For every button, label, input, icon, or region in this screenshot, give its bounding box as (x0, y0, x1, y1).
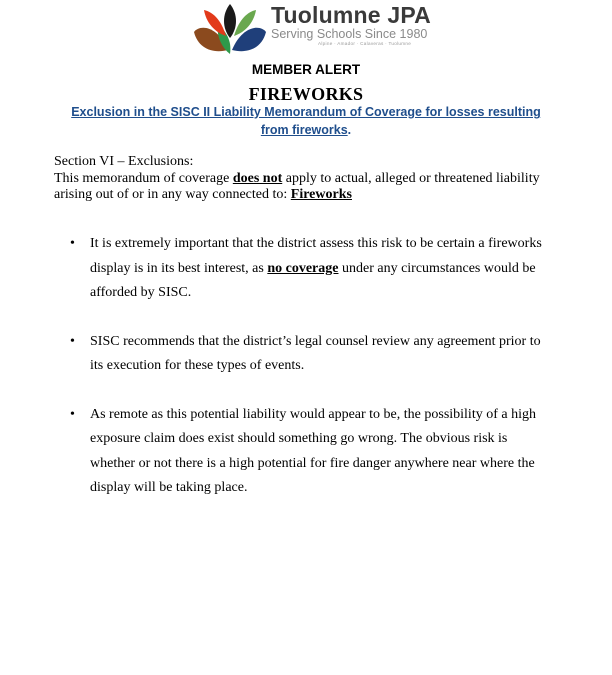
bullet-icon: • (70, 236, 75, 251)
org-tagline: Serving Schools Since 1980 (271, 27, 428, 41)
alert-subtitle (60, 103, 552, 139)
bullet-text: As remote as this potential liability would appear to be, the possibility of a high exposure claim does exist should something go wrong. The obvious risk is whether or not there is a high potential for fire danger anywhere near where the display will be taking place. (90, 406, 536, 495)
bullet-text: SISC recommends that the district’s legal counsel review any agreement prior to its execution for these types of events. (90, 333, 541, 373)
alert-label: MEMBER ALERT (251, 62, 361, 77)
subtitle-link[interactable]: Exclusion in the SISC II Liability Memorandum of Coverage for losses resulting from fireworks (71, 105, 541, 137)
section-heading: Section VI – Exclusions: (54, 154, 194, 169)
bullet-list (54, 232, 554, 525)
lotus-logo-icon (192, 2, 268, 56)
subtitle-period: . (347, 123, 352, 137)
list-item (54, 330, 554, 379)
exclusions-section (54, 154, 554, 204)
bullet-emphasis: no coverage (267, 260, 339, 276)
alert-title: FIREWORKS (248, 84, 364, 104)
section-subject: Fireworks (290, 187, 352, 202)
list-item (54, 403, 554, 501)
bullet-icon: • (70, 333, 75, 349)
section-text-before: This memorandum of coverage (54, 170, 233, 186)
tuolumne-jpa-logo (190, 0, 430, 58)
bullet-text-after: under any circumstances would be afforded by SISC. (90, 260, 536, 300)
org-name: Tuolumne JPA (271, 2, 431, 28)
section-body (54, 171, 554, 204)
bullet-icon: • (70, 406, 75, 422)
bullet-text-before: It is extremely important that the district assess this risk to be certain a fireworks display is in its best interest, as (90, 236, 542, 276)
org-counties: Alpine · Amador · Calaveras · Tuolumne (318, 41, 412, 46)
logo-leaf-center (224, 4, 236, 38)
section-emphasis: does not (232, 170, 283, 186)
list-item (54, 232, 554, 306)
section-text-after: apply to actual, alleged or threatened liability arising out of or in any way connected to: (54, 170, 540, 202)
